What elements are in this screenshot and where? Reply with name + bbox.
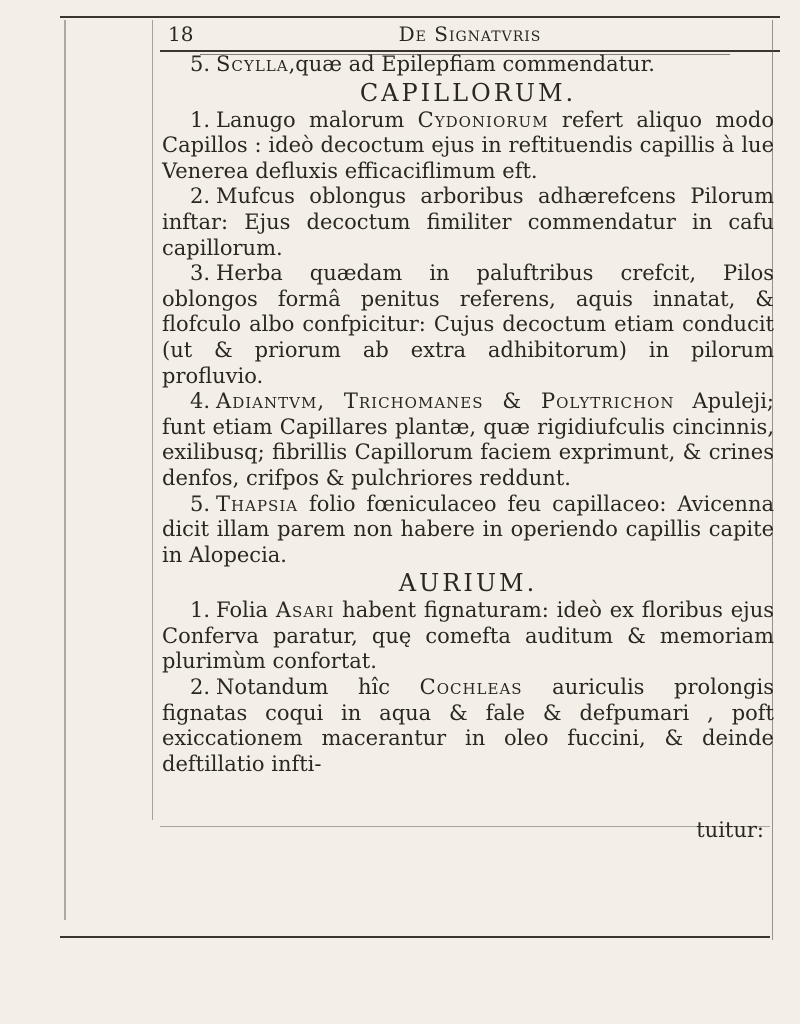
catchword: tuitur: bbox=[696, 818, 764, 842]
paragraph-scylla bbox=[162, 52, 774, 78]
paragraph-text: habent fignaturam: ideò ex floribus ejus Conferva paratur, quę comefta auditum & memoriam plurimùm confortat. bbox=[162, 598, 774, 674]
page-body bbox=[162, 52, 774, 777]
paragraph-text: Mufcus oblongus arboribus adhærefcens Pilorum inftar: Ejus decoctum fimiliter commendatur in cafu capillorum. bbox=[162, 184, 774, 260]
paragraph-text: Lanugo malorum bbox=[216, 107, 418, 132]
section-heading-capillorum: CAPILLORUM. bbox=[359, 78, 577, 107]
paragraph-number: 4. bbox=[190, 389, 211, 414]
paragraph-capillorum-4 bbox=[162, 389, 774, 491]
lemma: Adiantvm, Trichomanes & Polytrichon bbox=[216, 389, 675, 414]
paragraph-text: ,quæ ad Epilepfiam commendatur. bbox=[288, 52, 655, 76]
paragraph-capillorum-3 bbox=[162, 261, 774, 389]
paragraph-text: Notandum hîc bbox=[216, 675, 420, 700]
paragraph-capillorum-5 bbox=[162, 492, 774, 569]
paragraph-text: refert aliquo modo Capillos : ideò decoctum ejus in reftituendis capillis à lue Venerea defluxis efficaciflimum eft. bbox=[162, 107, 774, 183]
paragraph-number: 5. bbox=[190, 52, 211, 76]
lemma: Thapsia bbox=[216, 491, 299, 516]
section-heading-aurium: AURIUM. bbox=[398, 569, 538, 598]
paragraph-text: auriculis prolongis fignatas coqui in aqua & fale & defpumari , poft exiccationem macerantur in oleo fuccini, & deinde deftillatio infti- bbox=[162, 675, 774, 776]
page-header bbox=[160, 20, 780, 50]
paragraph-number: 5. bbox=[190, 491, 211, 516]
left-margin-line bbox=[64, 20, 66, 920]
bottom-rule-2 bbox=[160, 826, 770, 827]
paragraph-number: 1. bbox=[190, 107, 211, 132]
lemma: Cydoniorum bbox=[417, 107, 549, 132]
paragraph-capillorum-1 bbox=[162, 108, 774, 185]
paragraph-capillorum-2 bbox=[162, 184, 774, 261]
running-head: De Signatvris bbox=[398, 22, 542, 46]
paragraph-number: 2. bbox=[190, 675, 211, 700]
paragraph-text: Folia bbox=[216, 598, 276, 623]
paragraph-number: 2. bbox=[190, 184, 211, 209]
paragraph-number: 1. bbox=[190, 598, 211, 623]
paragraph-text: Apuleji; funt etiam Capillares plantæ, quæ rigidiufculis cincinnis, exilibusq; fibrillis Capillorum faciem exprimunt, & crines denfos, crifpos & pulchriores reddunt. bbox=[162, 389, 774, 490]
paragraph-text: folio fœniculaceo feu capillaceo: Avicenna dicit illam parem non habere in operiendo capillis capite in Alopecia. bbox=[162, 491, 774, 567]
paragraph-text: Herba quædam in paluftribus crefcit, Pilos oblongos formâ penitus referens, aquis innatat, & flofculo albo confpicitur: Cujus decoctum etiam conducit (ut & priorum ab extra adhibitorum) in pilorum profluvio. bbox=[162, 261, 774, 388]
paragraph-aurium-1 bbox=[162, 598, 774, 675]
text-frame-left bbox=[152, 20, 153, 820]
page-number: 18 bbox=[168, 22, 194, 46]
paragraph-aurium-2 bbox=[162, 675, 774, 777]
top-rule bbox=[60, 16, 780, 18]
lemma: Asari bbox=[275, 598, 335, 623]
lemma: Cochleas bbox=[419, 675, 523, 700]
paragraph-number: 3. bbox=[190, 261, 211, 286]
lemma: Scylla bbox=[216, 52, 289, 76]
bottom-rule bbox=[60, 936, 770, 938]
